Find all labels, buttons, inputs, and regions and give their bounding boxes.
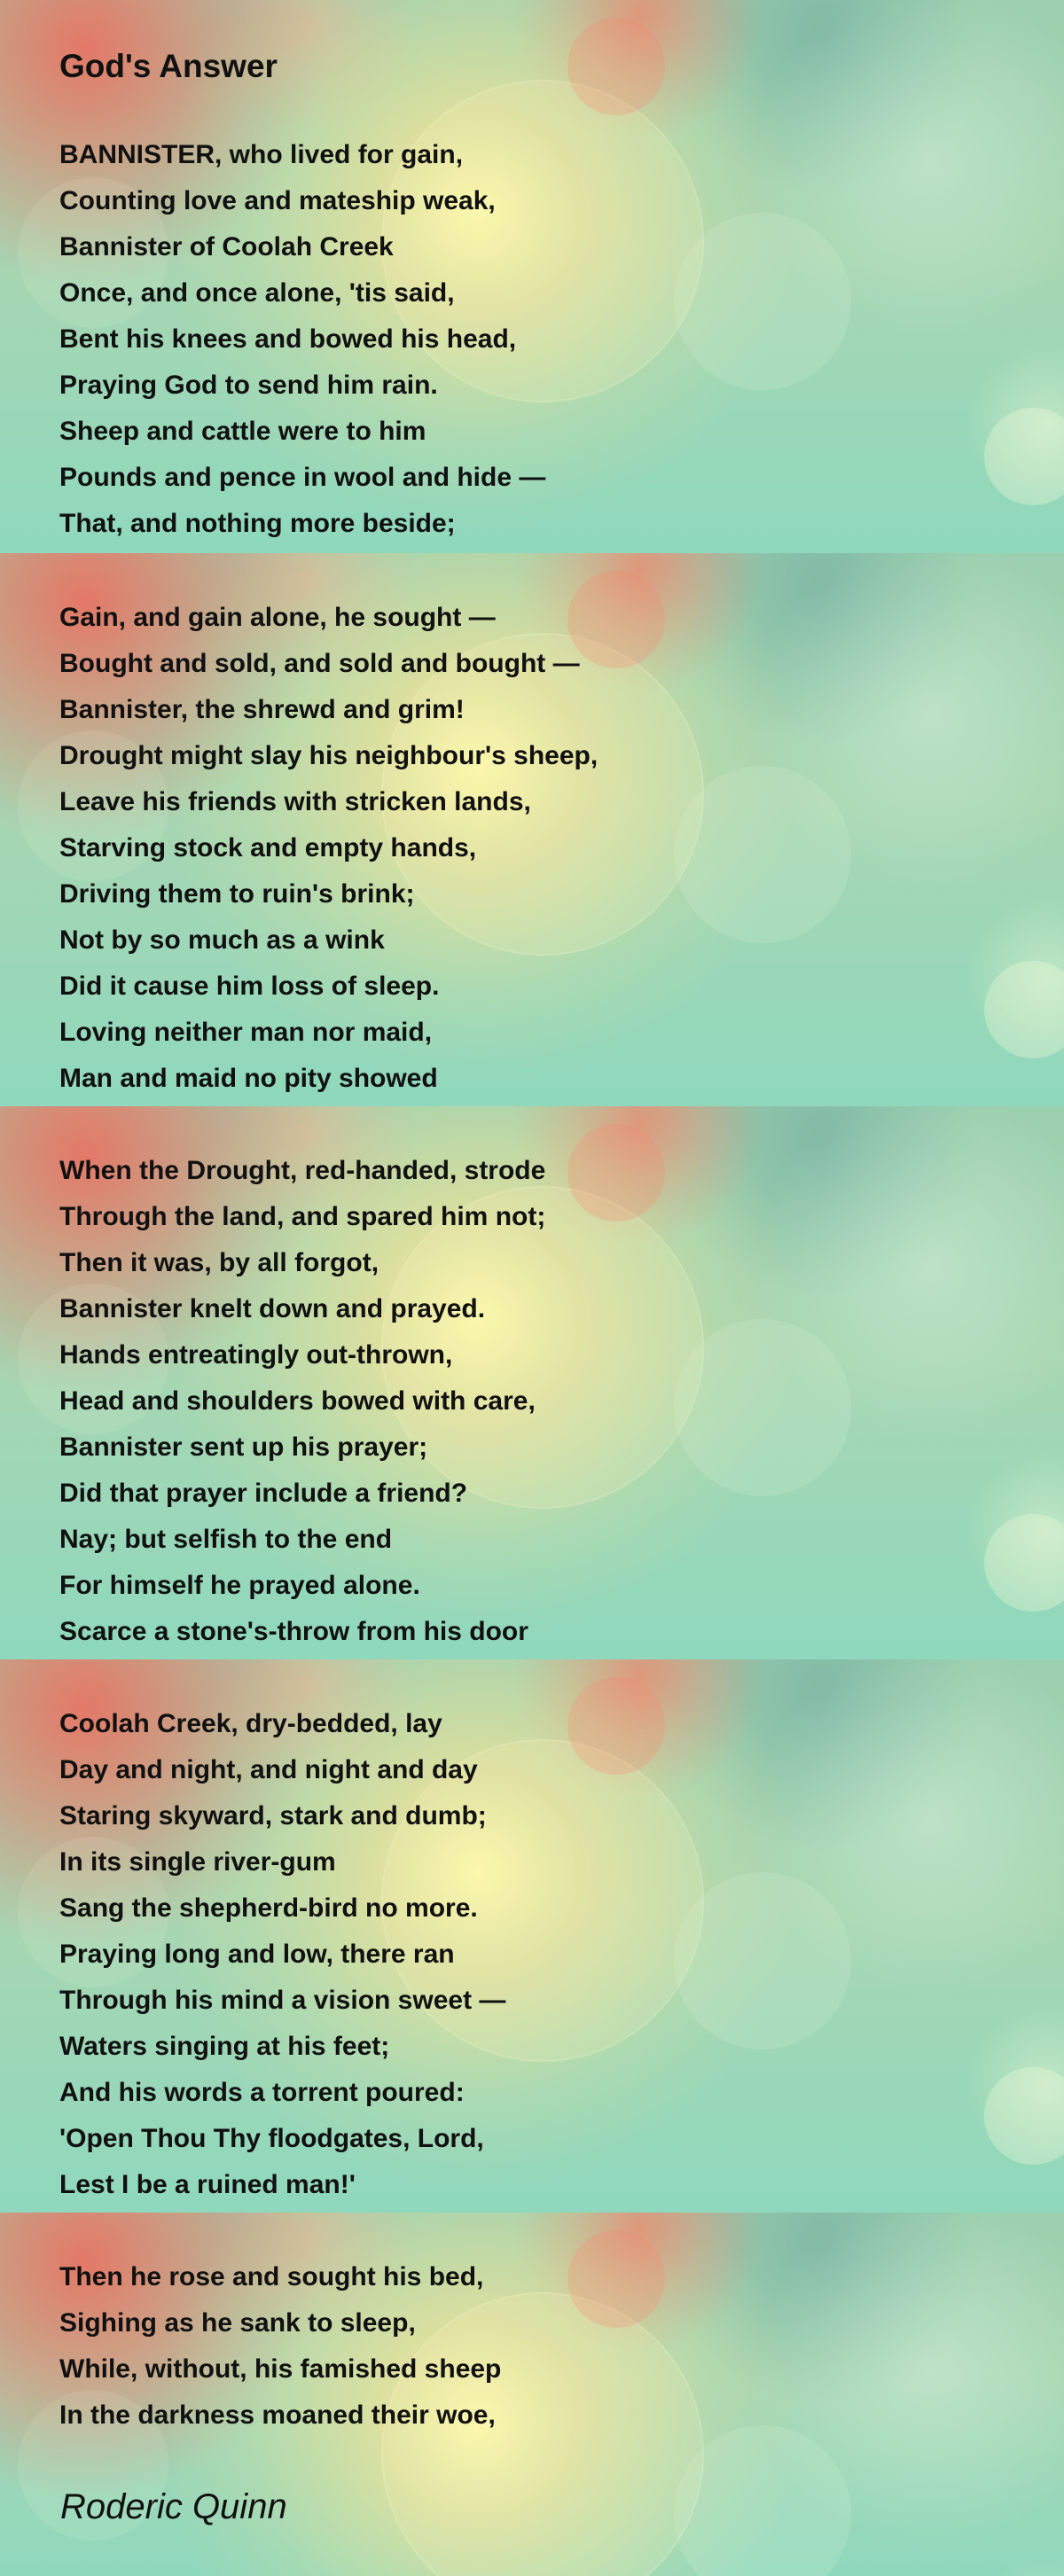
bokeh-light [984, 961, 1064, 1058]
bokeh-light [674, 1872, 851, 2049]
poem-line: Praying God to send him rain. [59, 371, 438, 400]
poem-line: Bannister knelt down and prayed. [59, 1294, 486, 1323]
poem-line: Once, and once alone, 'tis said, [59, 278, 455, 308]
poem-line: Then it was, by all forgot, [59, 1248, 379, 1277]
poem-line: Bannister of Coolah Creek [59, 232, 394, 262]
poem-panel-2 [0, 553, 1064, 1106]
poem-line: Sang the shepherd-bird no more. [59, 1893, 478, 1923]
poem-line: Then he rose and sought his bed, [59, 2262, 484, 2291]
poem-line: Staring skyward, stark and dumb; [59, 1801, 487, 1831]
poem-line: That, and nothing more beside; [59, 509, 456, 538]
poem-line: In the darkness moaned their woe, [59, 2400, 496, 2430]
poem-line: Pounds and pence in wool and hide — [59, 463, 546, 492]
bokeh-light [567, 1677, 665, 1775]
stanza-5 [59, 2254, 501, 2439]
poem-panel-1 [0, 0, 1064, 553]
poem-line: Drought might slay his neighbour's sheep, [59, 741, 598, 770]
poem-line: 'Open Thou Thy floodgates, Lord, [59, 2124, 484, 2153]
poem-line: Bought and sold, and sold and bought — [59, 649, 580, 678]
poem-line: For himself he prayed alone. [59, 1571, 420, 1600]
poem-line: Did that prayer include a friend? [59, 1479, 468, 1508]
bokeh-light [674, 766, 851, 943]
poem-line: When the Drought, red-handed, strode [59, 1156, 546, 1185]
poem-line: Sighing as he sank to sleep, [59, 2308, 416, 2338]
bokeh-light [984, 408, 1064, 505]
poem-line: Bannister sent up his prayer; [59, 1432, 428, 1462]
bokeh-light [567, 2230, 665, 2328]
bokeh-light [984, 2067, 1064, 2165]
poem-line: BANNISTER, who lived for gain, [59, 140, 464, 169]
poem-line: Scarce a stone's-throw from his door [59, 1617, 528, 1646]
poem-line: Not by so much as a wink [59, 925, 385, 955]
poem-line: Through his mind a vision sweet — [59, 1986, 506, 2015]
poem-line: Counting love and mateship weak, [59, 186, 496, 215]
poem-line: Coolah Creek, dry-bedded, lay [59, 1709, 442, 1738]
poem-panel-4 [0, 1659, 1064, 2213]
bokeh-light [674, 1319, 851, 1496]
poem-panel-3 [0, 1106, 1064, 1659]
poem-line: And his words a torrent poured: [59, 2078, 465, 2107]
poem-line: Sheep and cattle were to him [59, 417, 426, 446]
bokeh-light [984, 1514, 1064, 1612]
poem-line: Praying long and low, there ran [59, 1940, 455, 1969]
stanza-3 [59, 1148, 545, 1655]
bokeh-light [674, 2425, 851, 2576]
poem-line: Did it cause him loss of sleep. [59, 972, 440, 1001]
poem-line: Loving neither man nor maid, [59, 1018, 433, 1047]
poem-line: Gain, and gain alone, he sought — [59, 603, 496, 632]
stanza-1 [59, 132, 545, 547]
poem-line: Driving them to ruin's brink; [59, 879, 415, 909]
bokeh-light [567, 1124, 665, 1222]
stanza-2 [59, 595, 598, 1102]
poem-line: Day and night, and night and day [59, 1755, 478, 1784]
poem-line: Starving stock and empty hands, [59, 833, 477, 863]
stanza-4 [59, 1701, 505, 2208]
poem-line: Nay; but selfish to the end [59, 1525, 393, 1554]
poem-title: God's Answer [59, 48, 278, 84]
bokeh-light [567, 18, 665, 115]
poem-line: Hands entreatingly out-thrown, [59, 1340, 453, 1370]
poem-line: In its single river-gum [59, 1847, 336, 1877]
poem-line: Through the land, and spared him not; [59, 1202, 546, 1231]
poem-line: Head and shoulders bowed with care, [59, 1386, 536, 1416]
bokeh-light [674, 213, 851, 390]
poem-author: Roderic Quinn [60, 2487, 287, 2526]
poem-line: Leave his friends with stricken lands, [59, 787, 531, 816]
poem-line: Waters singing at his feet; [59, 2032, 390, 2061]
poem-line: Bannister, the shrewd and grim! [59, 695, 465, 724]
poem-line: While, without, his famished sheep [59, 2354, 502, 2384]
poem-line: Lest I be a ruined man!' [59, 2170, 356, 2199]
poem-line: Man and maid no pity showed [59, 1064, 438, 1093]
poem-line: Bent his knees and bowed his head, [59, 324, 517, 354]
